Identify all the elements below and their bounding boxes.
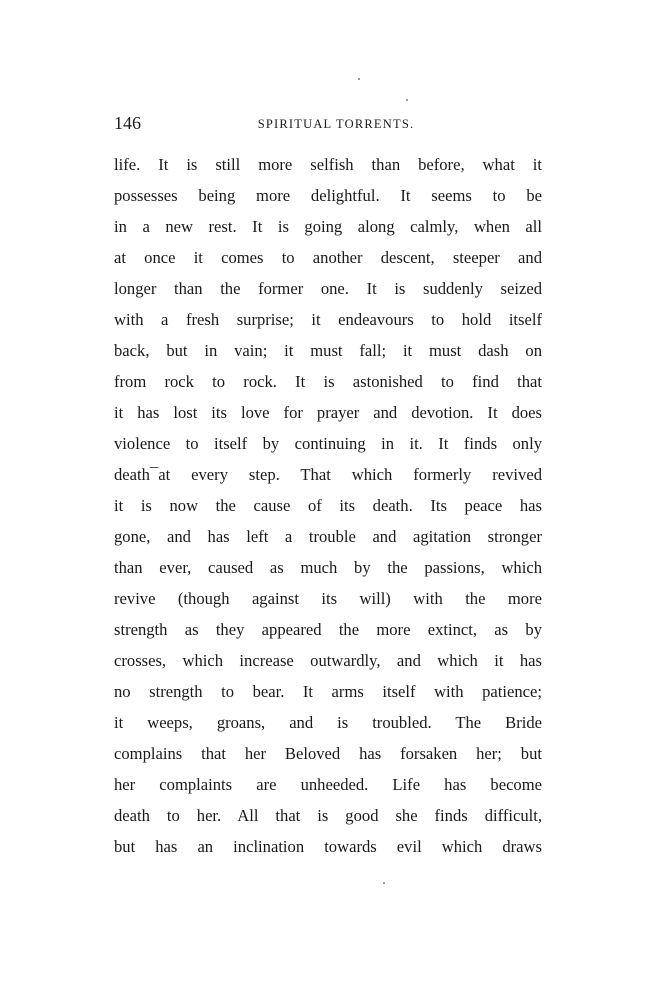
print-speck (358, 78, 360, 80)
text-line: it has lost its love for prayer and devotion. It does (114, 403, 542, 422)
text-line: gone, and has left a trouble and agitation stronger (114, 527, 542, 546)
print-speck (383, 882, 385, 884)
text-line: crosses, which increase outwardly, and which it has (114, 651, 542, 670)
text-line: death¯at every step. That which formerly revived (114, 465, 542, 484)
text-line: with a fresh surprise; it endeavours to hold itself (114, 310, 542, 329)
text-line: strength as they appeared the more extinct, as by (114, 620, 542, 639)
text-line: than ever, caused as much by the passions, which (114, 558, 542, 577)
running-title: SPIRITUAL TORRENTS. (257, 117, 415, 131)
text-line: from rock to rock. It is astonished to find that (114, 372, 542, 391)
text-line: at once it comes to another descent, steeper and (114, 248, 542, 267)
body-text (114, 149, 542, 862)
text-line: no strength to bear. It arms itself with patience; (114, 682, 542, 701)
text-line: but has an inclination towards evil which draws (114, 837, 542, 856)
text-line: longer than the former one. It is suddenly seized (114, 279, 542, 298)
text-line: life. It is still more selfish than before, what it (114, 155, 542, 174)
page-number: 146 (114, 113, 141, 133)
text-line: revive (though against its will) with the more (114, 589, 542, 608)
text-line: possesses being more delightful. It seems to be (114, 186, 542, 205)
text-line: back, but in vain; it must fall; it must dash on (114, 341, 542, 360)
text-line: complains that her Beloved has forsaken her; but (114, 744, 542, 763)
text-line: it is now the cause of its death. Its peace has (114, 496, 542, 515)
text-line: death to her. All that is good she finds difficult, (114, 806, 542, 825)
text-line: in a new rest. It is going along calmly, when all (114, 217, 542, 236)
page-header (114, 112, 542, 134)
text-line: it weeps, groans, and is troubled. The Bride (114, 713, 542, 732)
print-speck (406, 99, 408, 101)
text-line: violence to itself by continuing in it. It finds only (114, 434, 542, 453)
text-line: her complaints are unheeded. Life has become (114, 775, 542, 794)
